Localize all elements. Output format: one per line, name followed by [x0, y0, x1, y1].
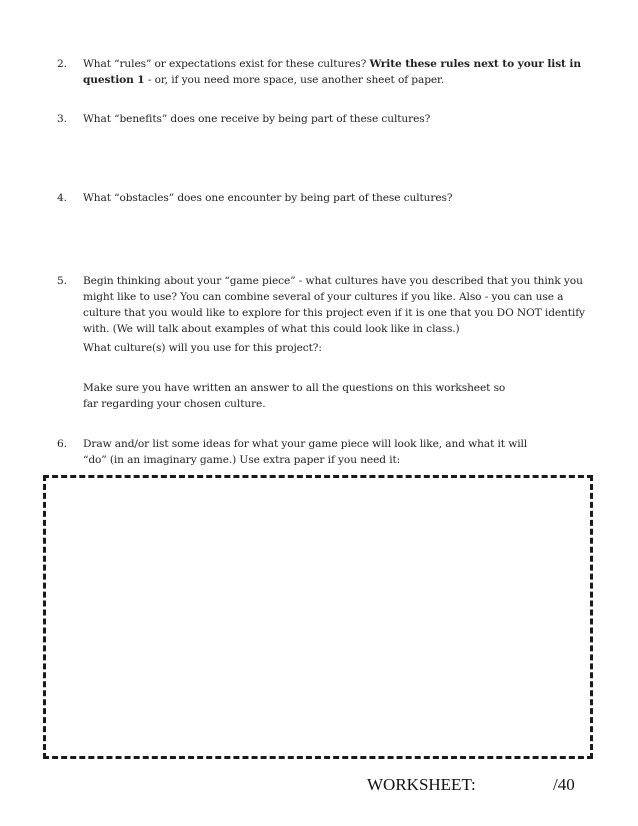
culture-prompt: What culture(s) will you use for this project?: [83, 342, 322, 354]
worksheet-label: WORKSHEET: [367, 775, 476, 794]
question-number: 5. [57, 275, 67, 287]
question-5 [57, 273, 597, 339]
question-4 [57, 190, 597, 208]
question-6 [57, 436, 597, 470]
question-text-plain: What “rules” or expectations exist for these cultures? [83, 58, 370, 70]
question-number: 4. [57, 192, 67, 204]
question-text-after: - or, if you need more space, use another sheet of paper. [144, 74, 445, 86]
reminder-note: Make sure you have written an answer to all the questions on this worksheet so far regarding your chosen culture. [83, 382, 506, 410]
question-2 [57, 56, 597, 90]
drawing-box[interactable] [43, 475, 593, 759]
question-text [83, 56, 587, 88]
question-text: Draw and/or list some ideas for what your game piece will look like, and what it will “do” (in an imaginary game.) Use extra paper if you need it: [83, 438, 528, 466]
question-text-bold: Write these rules next to your list in question 1 [83, 58, 581, 86]
question-number: 6. [57, 438, 67, 450]
question-number: 2. [57, 58, 67, 70]
question-number: 3. [57, 113, 67, 125]
question-text: What “benefits” does one receive by being part of these cultures? [83, 113, 431, 125]
worksheet-score: /40 [553, 775, 575, 794]
question-text: What “obstacles” does one encounter by being part of these cultures? [83, 192, 453, 204]
question-3 [57, 111, 597, 129]
question-text: Begin thinking about your “game piece” - what cultures have you described that you think you might like to use? You can combine several of your cultures if you like. Also - you can use a culture that you would like to explore for this project even if it is one that you DO NOT identify with. (We will talk about examples of what this could look like in class.) [83, 275, 585, 335]
